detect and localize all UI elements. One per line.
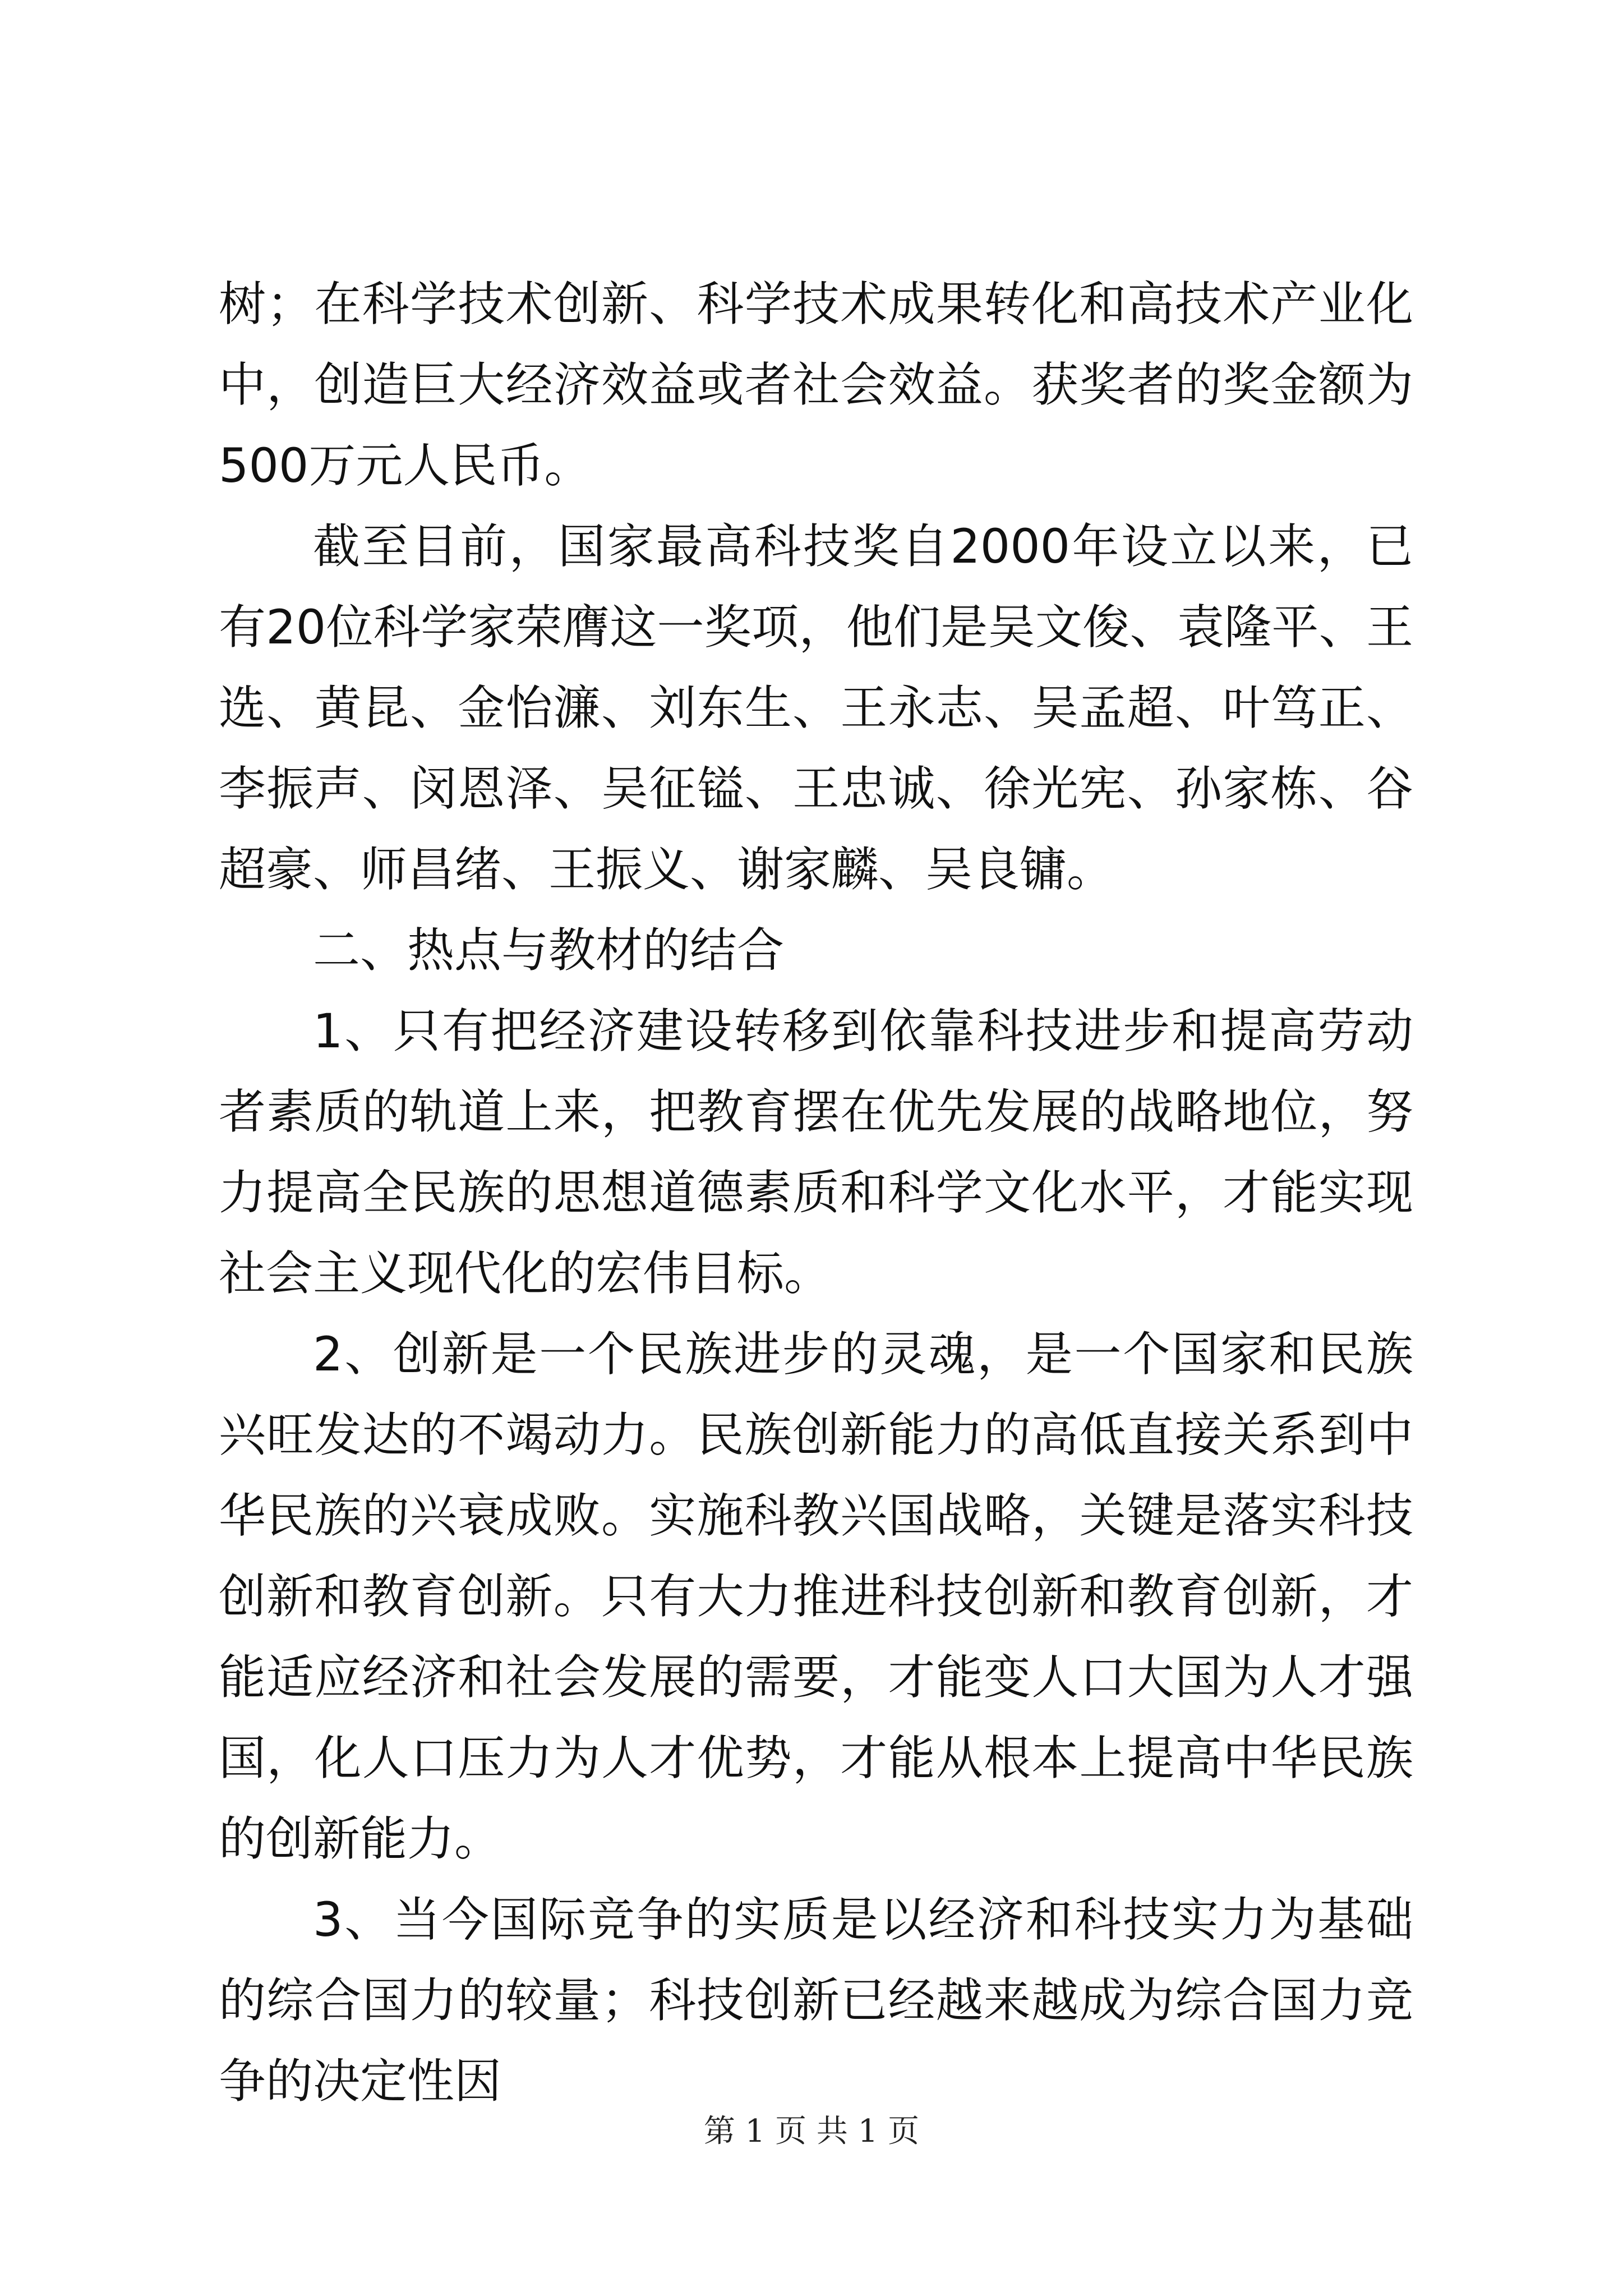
paragraph-point-3: 3、当今国际竞争的实质是以经济和科技实力为基础的综合国力的较量；科技创新已经越来越成为综合国力竞争的决定性因 <box>219 1892 1413 2109</box>
paragraph-2: 截至目前，国家最高科技奖自2000年设立以来，已有20位科学家荣膺这一奖项，他们是吴文俊、袁隆平、王选、黄昆、金怡濂、刘东生、王永志、吴孟超、叶笃正、李振声、闵恩泽、吴征镒、王忠诚、徐光宪、孙家栋、谷超豪、师昌绪、王振义、谢家麟、吴良镛。 <box>219 519 1413 897</box>
paragraph-1: 树；在科学技术创新、科学技术成果转化和高技术产业化中，创造巨大经济效益或者社会效益。获奖者的奖金额为500万元人民币。 <box>219 277 1413 493</box>
paragraph-point-2: 2、创新是一个民族进步的灵魂，是一个国家和民族兴旺发达的不竭动力。民族创新能力的高低直接关系到中华民族的兴衰成败。实施科教兴国战略，关键是落实科技创新和教育创新。只有大力推进科技创新和教育创新，才能适应经济和社会发展的需要，才能变人口大国为人才强国，化人口压力为人才优势，才能从根本上提高中华民族的创新能力。 <box>219 1327 1413 1866</box>
paragraph-point-1: 1、只有把经济建设转移到依靠科技进步和提高劳动者素质的轨道上来，把教育摆在优先发展的战略地位，努力提高全民族的思想道德素质和科学文化水平，才能实现社会主义现代化的宏伟目标。 <box>219 1004 1413 1301</box>
section-heading: 二、热点与教材的结合 <box>313 923 785 978</box>
page-footer: 第 1 页 共 1 页 <box>703 2113 920 2150</box>
document-body <box>219 264 1413 2122</box>
